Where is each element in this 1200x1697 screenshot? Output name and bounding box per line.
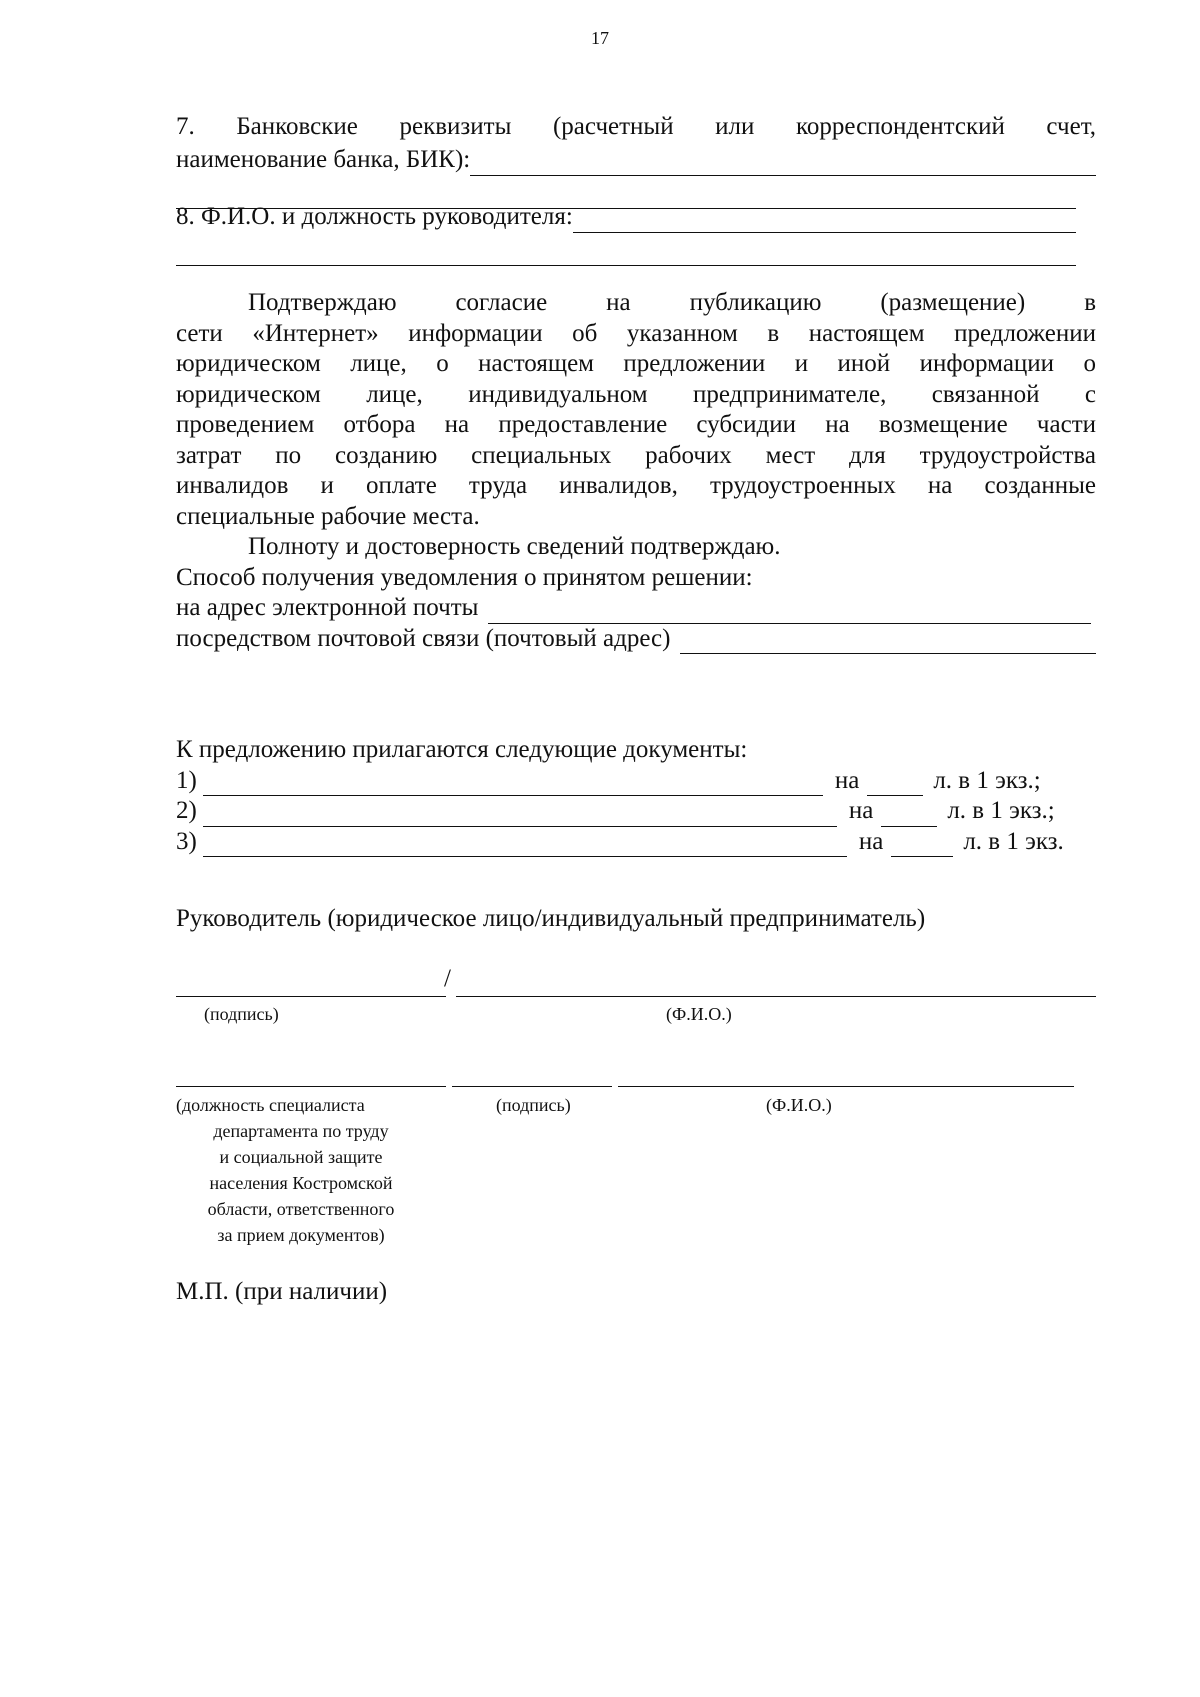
- postal-field[interactable]: [680, 629, 1096, 654]
- specialist-signature-field[interactable]: [452, 1062, 612, 1087]
- specialist-fio-caption: (Ф.И.О.): [766, 1095, 832, 1115]
- notification-method-label: Способ получения уведомления о принятом решении:: [176, 563, 753, 591]
- head-name-extra-field[interactable]: [176, 241, 1076, 266]
- head-name-section: [176, 200, 1076, 266]
- attachment-pages-field[interactable]: [881, 802, 937, 827]
- attachments-section: [176, 735, 1096, 857]
- head-signature-field[interactable]: [176, 972, 446, 997]
- head-name-field[interactable]: [573, 208, 1076, 233]
- head-fio-caption: (Ф.И.О.): [666, 1004, 732, 1024]
- postal-row: [176, 624, 1096, 655]
- attachment-number: 2): [176, 797, 197, 824]
- head-title: Руководитель (юридическое лицо/индивидуальный предприниматель): [176, 905, 926, 932]
- specialist-position-caption: [176, 1092, 426, 1248]
- email-row: [176, 593, 1091, 624]
- consent-line: юридическом лице, индивидуальном предпринимателе, связанной с: [176, 380, 1096, 408]
- attachment-pages-field[interactable]: [891, 832, 953, 857]
- email-field[interactable]: [488, 599, 1091, 624]
- head-name-row: [176, 200, 1076, 233]
- attachment-row: [176, 766, 1091, 797]
- attachment-suffix: л. в 1 экз.;: [933, 766, 1041, 794]
- attachments-heading: К предложению прилагаются следующие документы:: [176, 736, 748, 763]
- specialist-sign-caption: (подпись): [496, 1095, 571, 1115]
- email-label: на адрес электронной почты: [176, 594, 479, 621]
- attachment-row: [176, 827, 1096, 858]
- caption-line: департамента по труду: [213, 1121, 389, 1141]
- attachment-number: 1): [176, 766, 197, 794]
- attachment-on: на: [848, 797, 874, 824]
- attachment-name-field[interactable]: [203, 771, 823, 796]
- completeness-statement: Полноту и достоверность сведений подтверждаю.: [248, 533, 781, 560]
- caption-line: и социальной защите: [219, 1147, 383, 1167]
- attachment-on: на: [834, 766, 860, 794]
- attachment-suffix: л. в 1 экз.;: [947, 797, 1055, 824]
- consent-line: инвалидов и оплате труда инвалидов, трудоустроенных на созданные: [176, 472, 1096, 499]
- postal-label: посредством почтовой связи (почтовый адрес): [176, 624, 671, 652]
- attachment-on: на: [858, 827, 884, 855]
- consent-line: специальные рабочие места.: [176, 502, 480, 530]
- specialist-position-field[interactable]: [176, 1062, 446, 1087]
- bank-details-label-line2: наименование банка, БИК):: [176, 146, 471, 173]
- bank-details-label-line1: 7. Банковские реквизиты (расчетный или корреспондентский счет,: [176, 113, 1096, 140]
- caption-line: (должность специалиста: [176, 1095, 365, 1115]
- attachment-number: 3): [176, 827, 197, 855]
- specialist-fio-field[interactable]: [618, 1062, 1074, 1087]
- attachment-suffix: л. в 1 экз.: [963, 827, 1064, 855]
- consent-line: сети «Интернет» информации об указанном в настоящем предложении: [176, 319, 1096, 347]
- caption-line: населения Костромской: [209, 1173, 393, 1193]
- consent-paragraph: [176, 288, 1096, 654]
- head-name-label: 8. Ф.И.О. и должность руководителя:: [176, 203, 573, 230]
- head-name-extra-row: [176, 233, 1076, 266]
- consent-line: проведением отбора на предоставление субсидии на возмещение части: [176, 411, 1096, 438]
- consent-line: юридическом лице, о настоящем предложении и иной информации о: [176, 350, 1096, 377]
- attachment-name-field[interactable]: [203, 802, 837, 827]
- bank-details-section: [176, 110, 1096, 209]
- signature-slash: /: [444, 965, 451, 992]
- head-fio-field[interactable]: [456, 972, 1096, 997]
- attachment-row: [176, 796, 1096, 827]
- consent-line: затрат по созданию специальных рабочих мест для трудоустройства: [176, 441, 1096, 469]
- attachment-pages-field[interactable]: [867, 771, 923, 796]
- head-sign-caption: (подпись): [204, 1004, 279, 1024]
- bank-details-field[interactable]: [470, 151, 1096, 176]
- caption-line: области, ответственного: [207, 1199, 395, 1219]
- bank-details-row: [176, 143, 1096, 176]
- page-number: 17: [591, 28, 609, 48]
- consent-line: Подтверждаю согласие на публикацию (размещение) в: [248, 289, 1096, 316]
- stamp-label: М.П. (при наличии): [176, 1278, 388, 1305]
- attachment-name-field[interactable]: [203, 832, 847, 857]
- caption-line: за прием документов): [217, 1225, 385, 1245]
